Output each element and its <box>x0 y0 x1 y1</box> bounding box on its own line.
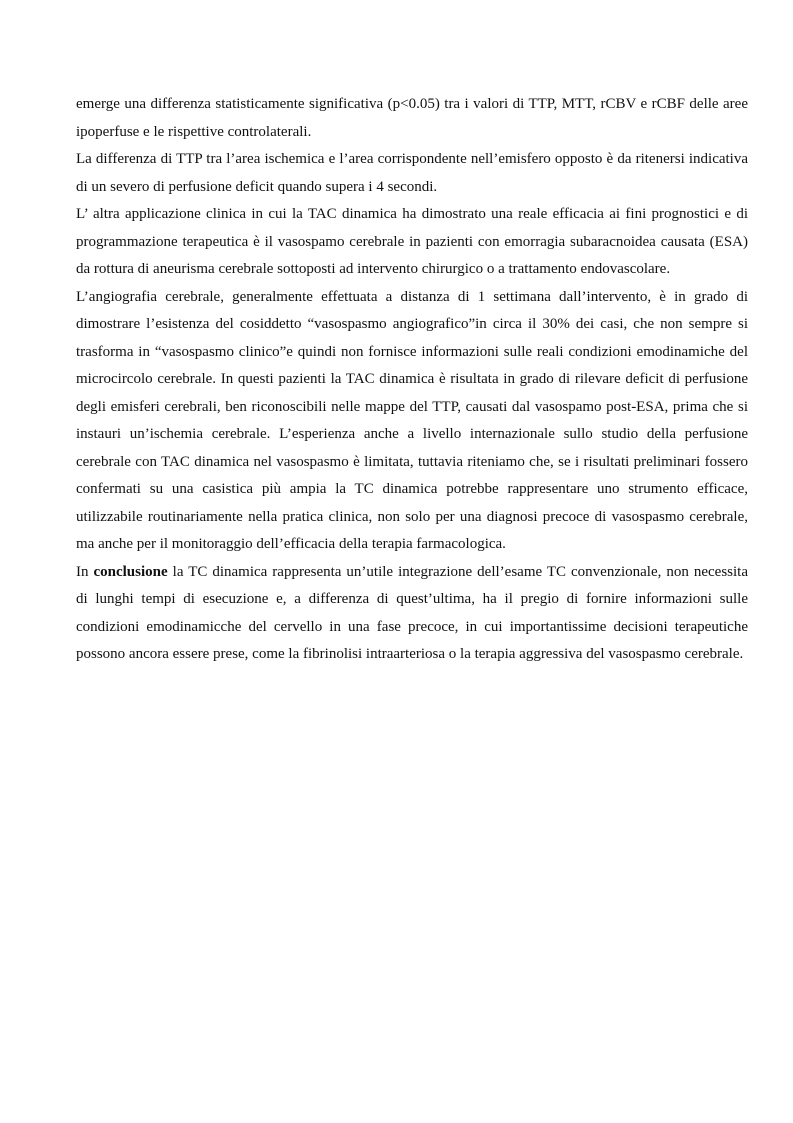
conclusion-lead: In <box>76 563 94 580</box>
paragraph-conclusion <box>76 559 748 669</box>
document-page <box>76 91 748 669</box>
paragraph-vasospasm-application: L’ altra applicazione clinica in cui la TAC dinamica ha dimostrato una reale efficacia ai fini prognostici e di programmazione terapeutica è il vasospamo cerebrale in pazienti con emorragia subaracnoidea causata (ESA) da rottura di aneurisma cerebrale sottoposti ad intervento chirurgico o a trattamento endovascolare. <box>76 206 748 277</box>
conclusion-text: la TC dinamica rappresenta un’utile integrazione dell’esame TC convenzionale, non necessita di lunghi tempi di esecuzione e, a differenza di quest’ultima, ha il pregio di fornire informazioni sulle condizioni emodinamicche del cervello in una fase precoce, in cui importantissime decisioni terapeutiche possono ancora essere prese, come la fibrinolisi intraarteriosa o la terapia aggressiva del vasospasmo cerebrale. <box>76 563 748 662</box>
paragraph-ttp-mtt-difference: emerge una differenza statisticamente significativa (p<0.05) tra i valori di TTP, MTT, rCBV e rCBF delle aree ipoperfuse e le rispettive controlaterali. <box>76 96 748 140</box>
conclusion-keyword: conclusione <box>93 563 168 580</box>
paragraph-ttp-threshold: La differenza di TTP tra l’area ischemica e l’area corrispondente nell’emisfero opposto è da ritenersi indicativa di un severo di perfusione deficit quando supera i 4 secondi. <box>76 151 748 195</box>
paragraph-angiography: L’angiografia cerebrale, generalmente effettuata a distanza di 1 settimana dall’intervento, è in grado di dimostrare l’esistenza del cosiddetto “vasospasmo angiografico”in circa il 30% dei casi, che non sempre si trasforma in “vasospasmo clinico”e quindi non fornisce informazioni sulle reali condizioni emodinamiche del microcircolo cerebrale. In questi pazienti la TAC dinamica è risultata in grado di rilevare deficit di perfusione degli emisferi cerebrali, ben riconoscibili nelle mappe del TTP, causati dal vasospamo post-ESA, prima che si instauri un’ischemia cerebrale. L’esperienza anche a livello internazionale sullo studio della perfusione cerebrale con TAC dinamica nel vasospasmo è limitata, tuttavia riteniamo che, se i risultati preliminari fossero confermati su una casistica più ampia la TC dinamica potrebbe rappresentare uno strumento efficace, utilizzabile routinariamente nella pratica clinica, non solo per una diagnosi precoce di vasospasmo cerebrale, ma anche per il monitoraggio dell’efficacia della terapia farmacologica. <box>76 288 748 552</box>
